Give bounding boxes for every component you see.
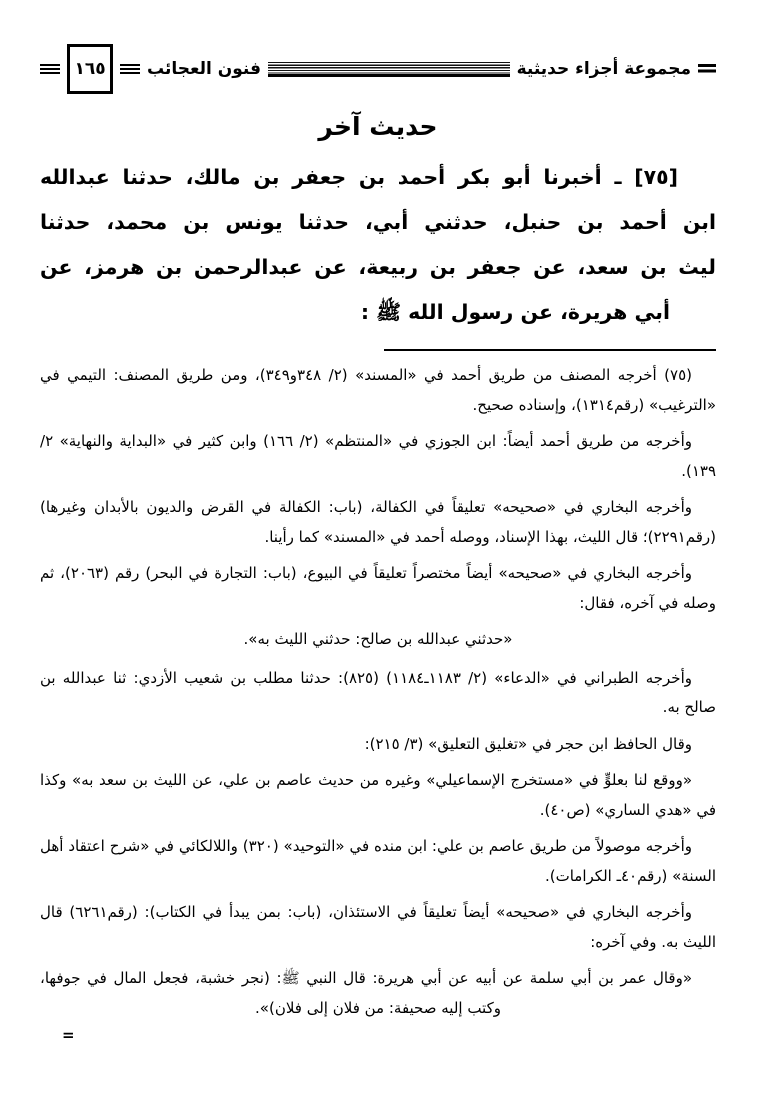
hadith-line: ليث بن سعد، عن جعفر بن ربيعة، عن عبدالرحمن بن هرمز، عن — [40, 255, 716, 279]
hadith-text — [40, 155, 716, 335]
footnote-paragraph: وقال الحافظ ابن حجر في «تغليق التعليق» (٣/ ٢١٥): — [364, 734, 692, 753]
continuation-mark: = — [62, 1026, 75, 1044]
footnote-paragraph: «ووقع لنا بعلوٍّ في «مستخرج الإسماعيلي» وغيره من حديث عاصم بن علي، عن الليث بن سعد به» وكذا في «هدي الساري» (ص٤٠). — [40, 771, 716, 819]
page-number: ١٦٥ — [74, 59, 106, 79]
footnote-paragraph: وأخرجه البخاري في «صحيحه» تعليقاً في الكفالة، (باب: الكفالة في القرض والديون بالأبدان وغيرها) (رقم٢٢٩١)؛ قال الليث، بهذا الإسناد، ووصله أحمد في «المسند» كما رأينا. — [40, 498, 716, 546]
footnote-paragraph: وأخرجه الطبراني في «الدعاء» (٢/ ١١٨٣ـ١١٨٤) (٨٢٥): حدثنا مطلب بن شعيب الأزدي: ثنا عبدالله بن صالح به. — [40, 668, 716, 716]
footnote-paragraph: «وقال عمر بن أبي سلمة عن أبيه عن أبي هريرة: قال النبي ﷺ: (نجر خشبة، فجعل المال في جوفها، وكتب إليه صحيفة: من فلان إلى فلان)». — [40, 969, 692, 1017]
hadith-line: أبي هريرة، عن رسول الله ﷺ : — [360, 300, 670, 324]
footnote-paragraph: وأخرجه موصولاً من طريق عاصم بن علي: ابن منده في «التوحيد» (٣٢٠) واللالكائي في «شرح اعتقاد أهل السنة» (رقم٤٠ـ الكرامات). — [40, 837, 716, 885]
hadith-line: [٧٥] ـ أخبرنا أبو بكر أحمد بن جعفر بن مالك، حدثنا عبدالله — [40, 165, 678, 189]
footnotes-section — [40, 361, 716, 1023]
page-header — [40, 46, 716, 92]
header-rule-inner-icon — [120, 64, 140, 74]
section-title: حديث آخر — [318, 112, 438, 141]
footnote-paragraph: وأخرجه البخاري في «صحيحه» أيضاً مختصراً تعليقاً في البيوع، (باب: التجارة في البحر) رقم (٢٠٦٣)، ثم وصله في آخره، فقال: — [40, 564, 716, 612]
book-title: فنون العجائب — [147, 59, 261, 79]
header-rule-middle-icon — [268, 62, 510, 77]
header-rule-left-icon — [40, 64, 60, 74]
series-title: مجموعة أجزاء حديثية — [516, 59, 691, 79]
footnote-separator — [384, 349, 716, 351]
footnote-quote: «حدثني عبدالله بن صالح: حدثني الليث به». — [243, 630, 513, 648]
footnote-paragraph: (٧٥) أخرجه المصنف من طريق أحمد في «المسند» (٢/ ٣٤٨و٣٤٩)، ومن طريق المصنف: التيمي في «الترغيب» (رقم١٣١٤)، وإسناده صحيح. — [40, 366, 716, 414]
hadith-line: ابن أحمد بن حنبل، حدثني أبي، حدثنا يونس بن محمد، حدثنا — [40, 210, 716, 234]
footnote-paragraph: وأخرجه البخاري في «صحيحه» أيضاً تعليقاً في الاستئذان، (باب: بمن يبدأ في الكتاب): (رقم٦٢٦١) قال الليث به. وفي آخره: — [40, 903, 716, 951]
page-number-box — [67, 44, 113, 94]
header-rule-right-icon — [698, 64, 716, 74]
footnote-paragraph: وأخرجه من طريق أحمد أيضاً: ابن الجوزي في «المنتظم» (٢/ ١٦٦) وابن كثير في «البداية والنهاية» ٢/ ١٣٩). — [40, 432, 716, 480]
